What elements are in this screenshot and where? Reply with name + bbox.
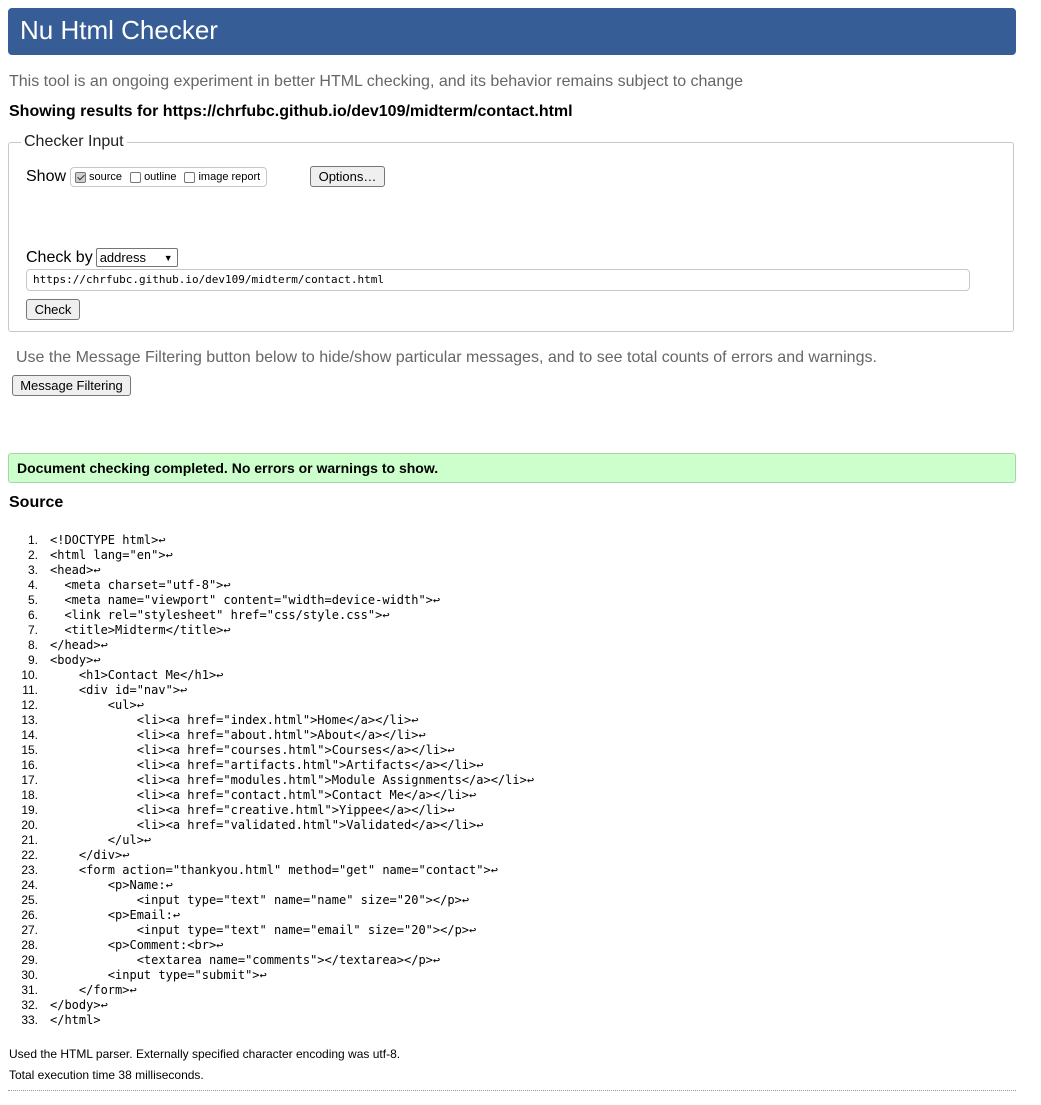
source-code-text: <li><a href="index.html">Home</a></li> — [50, 713, 412, 727]
newline-icon: ↩ — [461, 893, 470, 907]
newline-icon: ↩ — [411, 713, 419, 727]
filter-note: Use the Message Filtering button below to hide/show particular messages, and to see total counts of errors and warnings. — [16, 349, 877, 366]
source-code-text: </head> — [50, 638, 101, 652]
newline-icon: ↩ — [129, 983, 137, 997]
source-code-text: <input type="text" name="email" size="20"></p> — [50, 923, 470, 937]
line-number: 12. — [21, 698, 38, 712]
source-line — [0, 938, 1000, 953]
newline-icon: ↩ — [432, 593, 441, 607]
checkbox-icon[interactable] — [130, 172, 141, 183]
source-listing — [0, 533, 1000, 1028]
show-image-report-checkbox[interactable] — [184, 171, 260, 183]
show-options-group — [70, 167, 267, 187]
line-number: 11. — [22, 683, 38, 697]
source-line — [0, 803, 1000, 818]
newline-icon: ↩ — [447, 803, 455, 817]
checker-input-fieldset — [8, 133, 1014, 332]
source-code-text: <p>Comment:<br> — [50, 938, 217, 952]
source-code-text: <input type="submit"> — [50, 968, 260, 982]
source-code-text: <body> — [50, 653, 94, 667]
newline-icon: ↩ — [223, 623, 231, 637]
line-number: 1. — [27, 533, 38, 547]
source-line — [0, 923, 1000, 938]
source-code-text: <p>Name: — [50, 878, 166, 892]
source-line — [0, 608, 1000, 623]
show-option-label: outline — [144, 171, 177, 183]
newline-icon: ↩ — [490, 863, 498, 877]
source-code-text: <li><a href="modules.html">Module Assignments</a></li> — [50, 773, 527, 787]
source-code-text: <html lang="en"> — [50, 548, 166, 562]
newline-icon: ↩ — [100, 998, 108, 1012]
line-number: 7. — [27, 623, 38, 637]
source-code-text: <input type="text" name="name" size="20"></p> — [50, 893, 462, 907]
line-number: 23. — [21, 863, 38, 877]
page-title: Nu Html Checker — [20, 15, 218, 45]
newline-icon: ↩ — [165, 548, 173, 562]
line-number: 28. — [21, 938, 38, 952]
line-number: 24. — [21, 878, 38, 892]
source-code-text: <li><a href="contact.html">Contact Me</a></li> — [50, 788, 470, 802]
show-label: Show — [26, 168, 67, 185]
source-line — [0, 788, 1000, 803]
source-line — [0, 713, 1000, 728]
newline-icon: ↩ — [469, 788, 477, 802]
source-line — [0, 743, 1000, 758]
source-line — [0, 668, 1000, 683]
line-number: 26. — [21, 908, 38, 922]
options-button[interactable]: Options… — [310, 166, 385, 187]
newline-icon: ↩ — [382, 608, 390, 622]
source-line — [0, 638, 1000, 653]
newline-icon: ↩ — [216, 668, 224, 682]
source-line — [0, 848, 1000, 863]
source-line — [0, 1013, 1000, 1028]
url-input[interactable]: https://chrfubc.github.io/dev109/midterm/contact.html — [26, 269, 970, 291]
newline-icon: ↩ — [447, 743, 455, 757]
newline-icon: ↩ — [223, 578, 231, 592]
checkbox-icon[interactable] — [184, 172, 195, 183]
line-number: 27. — [21, 923, 38, 937]
source-line — [0, 833, 1000, 848]
newline-icon: ↩ — [93, 563, 101, 577]
show-source-checkbox[interactable] — [75, 171, 122, 183]
newline-icon: ↩ — [526, 773, 535, 787]
source-heading: Source — [9, 494, 64, 511]
source-line — [0, 653, 1000, 668]
line-number: 6. — [27, 608, 38, 622]
checkbox-checked-icon[interactable] — [75, 172, 86, 183]
source-code-text: <meta name="viewport" content="width=device-width"> — [50, 593, 433, 607]
source-line — [0, 818, 1000, 833]
newline-icon: ↩ — [158, 533, 166, 547]
line-number: 21. — [21, 833, 38, 847]
source-code-text: <p>Email: — [50, 908, 173, 922]
newline-icon: ↩ — [469, 923, 477, 937]
show-outline-checkbox[interactable] — [130, 171, 176, 183]
line-number: 30. — [21, 968, 38, 982]
result-message: Document checking completed. No errors or warnings to show. — [8, 453, 1016, 483]
newline-icon: ↩ — [476, 758, 484, 772]
line-number: 33. — [21, 1013, 38, 1027]
source-line — [0, 908, 1000, 923]
source-code-text: <link rel="stylesheet" href="css/style.css"> — [50, 608, 383, 622]
source-code-text: <li><a href="validated.html">Validated</a></li> — [50, 818, 477, 832]
show-option-label: source — [89, 171, 123, 183]
newline-icon: ↩ — [165, 878, 173, 892]
source-line — [0, 698, 1000, 713]
source-code-text: <li><a href="about.html">About</a></li> — [50, 728, 419, 742]
source-code-text: </div> — [50, 848, 123, 862]
line-number: 31. — [21, 983, 38, 997]
source-line — [0, 983, 1000, 998]
source-code-text: </form> — [50, 983, 130, 997]
source-code-text: <head> — [50, 563, 94, 577]
source-code-text: </html> — [50, 1013, 101, 1027]
line-number: 17. — [21, 773, 38, 787]
newline-icon: ↩ — [259, 968, 267, 982]
check-by-row — [26, 248, 178, 267]
source-line — [0, 968, 1000, 983]
check-by-label: Check by — [26, 248, 93, 266]
source-code-text: <h1>Contact Me</h1> — [50, 668, 217, 682]
source-line — [0, 548, 1000, 563]
parser-note: Used the HTML parser. Externally specified character encoding was utf-8. — [9, 1047, 401, 1061]
source-line — [0, 533, 1000, 548]
show-option-label: image report — [198, 171, 261, 183]
source-code-text: <textarea name="comments"></textarea></p> — [50, 953, 433, 967]
source-line — [0, 998, 1000, 1013]
line-number: 25. — [21, 893, 38, 907]
source-code-text: <meta charset="utf-8"> — [50, 578, 224, 592]
source-line — [0, 593, 1000, 608]
line-number: 18. — [21, 788, 38, 802]
newline-icon: ↩ — [93, 653, 101, 667]
source-line — [0, 578, 1000, 593]
show-row — [26, 166, 267, 188]
source-code-text: <form action="thankyou.html" method="get" name="contact"> — [50, 863, 491, 877]
newline-icon: ↩ — [122, 848, 130, 862]
line-number: 32. — [21, 998, 38, 1012]
source-code-text: <li><a href="creative.html">Yippee</a></li> — [50, 803, 448, 817]
line-number: 29. — [21, 953, 38, 967]
source-line — [0, 563, 1000, 578]
newline-icon: ↩ — [143, 833, 152, 847]
source-line — [0, 773, 1000, 788]
showing-results-heading: Showing results for https://chrfubc.github.io/dev109/midterm/contact.html — [9, 103, 573, 120]
newline-icon: ↩ — [180, 683, 188, 697]
line-number: 22. — [21, 848, 38, 862]
source-line — [0, 863, 1000, 878]
source-code-text: <title>Midterm</title> — [50, 623, 224, 637]
message-filtering-button[interactable]: Message Filtering — [12, 375, 131, 396]
line-number: 4. — [27, 578, 38, 592]
newline-icon: ↩ — [418, 728, 426, 742]
source-code-text: <li><a href="courses.html">Courses</a></li> — [50, 743, 448, 757]
newline-icon: ↩ — [432, 953, 441, 967]
newline-icon: ↩ — [476, 818, 484, 832]
source-line — [0, 758, 1000, 773]
line-number: 9. — [27, 653, 38, 667]
line-number: 2. — [27, 548, 38, 562]
source-code-text: <li><a href="artifacts.html">Artifacts</a></li> — [50, 758, 477, 772]
source-line — [0, 893, 1000, 908]
line-number: 3. — [27, 563, 38, 577]
source-line — [0, 878, 1000, 893]
line-number: 15. — [21, 743, 38, 757]
checker-input-legend: Checker Input — [24, 133, 124, 150]
newline-icon: ↩ — [100, 638, 108, 652]
line-number: 20. — [21, 818, 38, 832]
source-code-text: </ul> — [50, 833, 144, 847]
line-number: 19. — [21, 803, 38, 817]
source-code-text: <ul> — [50, 698, 137, 712]
check-by-value: address — [99, 250, 146, 265]
line-number: 5. — [27, 593, 38, 607]
line-number: 8. — [27, 638, 38, 652]
line-number: 10. — [21, 668, 38, 682]
source-line — [0, 623, 1000, 638]
source-code-text: </body> — [50, 998, 101, 1012]
check-button[interactable]: Check — [26, 299, 80, 320]
line-number: 16. — [21, 758, 38, 772]
check-by-select[interactable] — [96, 248, 178, 267]
source-line — [0, 728, 1000, 743]
divider — [8, 1090, 1016, 1091]
source-code-text: <!DOCTYPE html> — [50, 533, 159, 547]
newline-icon: ↩ — [172, 908, 181, 922]
page-header — [8, 8, 1016, 55]
chevron-down-icon: ▼ — [163, 252, 173, 263]
line-number: 14. — [21, 728, 38, 742]
source-line — [0, 683, 1000, 698]
newline-icon: ↩ — [136, 698, 144, 712]
newline-icon: ↩ — [216, 938, 224, 952]
execution-time: Total execution time 38 milliseconds. — [9, 1068, 204, 1082]
intro-text: This tool is an ongoing experiment in better HTML checking, and its behavior remains subject to change — [9, 73, 744, 90]
source-line — [0, 953, 1000, 968]
source-code-text: <div id="nav"> — [50, 683, 181, 697]
line-number: 13. — [21, 713, 38, 727]
